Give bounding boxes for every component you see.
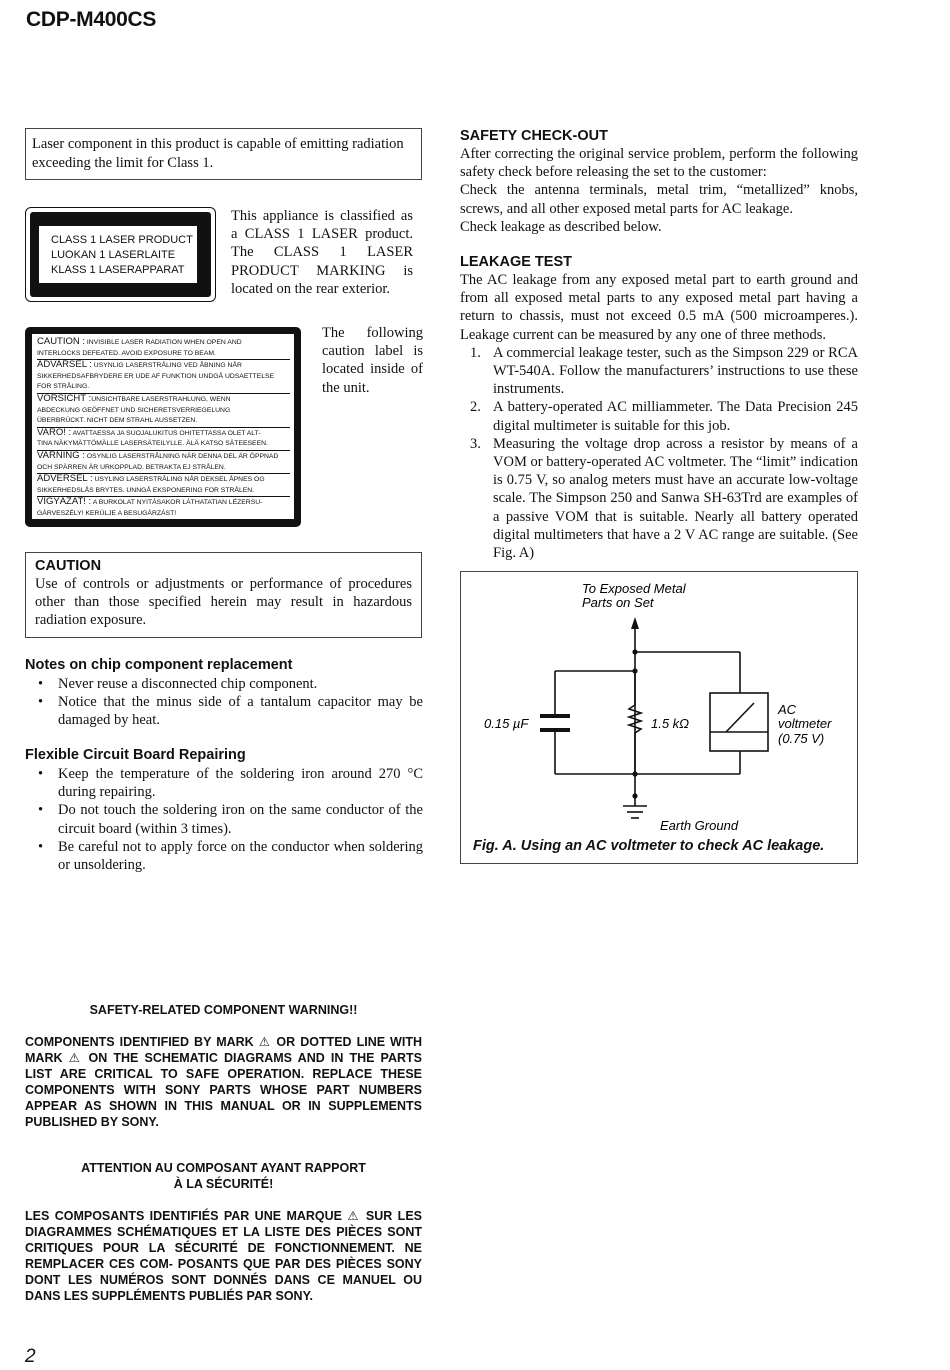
class1-label <box>39 226 197 283</box>
flex-repair-title: Flexible Circuit Board Repairing <box>25 747 246 763</box>
fig-res-label: 1.5 kΩ <box>651 716 690 731</box>
safety-checkout-title: SAFETY CHECK-OUT <box>460 128 608 144</box>
list-item: • Keep the temperature of the soldering iron around 270 °C during repairing. <box>38 766 423 801</box>
list-item-text: Keep the temperature of the soldering iron around 270 °C during repairing. <box>58 766 423 801</box>
caution-line: USYNLIG LASERSTRÅLING VED ÅBNING NÅR <box>91 362 242 370</box>
caution-label <box>32 334 294 519</box>
list-item: • Do not touch the soldering iron on the same conductor of the circuit board (within 3 times). <box>38 802 423 837</box>
voltmeter-needle <box>726 703 754 732</box>
caution-label-row-fi <box>37 428 290 451</box>
figure-a-circuit-diagram <box>460 571 858 864</box>
fig-top-label-2: Parts on Set <box>582 595 654 610</box>
list-item-text: A battery-operated AC milliammeter. The Data Precision 245 digital multimeter is suitable for this job. <box>493 399 858 434</box>
warning-en-body: COMPONENTS IDENTIFIED BY MARK ⚠ OR DOTTED LINE WITH MARK ⚠ ON THE SCHEMATIC DIAGRAMS AND IN THE PARTS LIST ARE CRITICAL TO SAFE OPERATION. REPLACE THESE COMPONENTS WITH SONY PARTS WHOSE PART NUMBERS APPEAR AS SHOWN IN THIS MANUAL OR IN SUPPLEMENTS PUBLISHED BY SONY. <box>25 1035 422 1129</box>
flex-repair-section <box>25 746 423 874</box>
caution-line: SIKKERHEDSLÅS BRYTES. UNNGÅ EKSPONERING FOR STRÅLEN. <box>37 486 255 494</box>
caution-line: TINA NÄKYMÄTTÖMÄLLE LASERSÄTEILYLLE. ÄLÄ KATSO SÄTEESEEN. <box>37 440 268 448</box>
class1-line: KLASS 1 LASERAPPARAT <box>51 264 185 276</box>
figure-caption: Fig. A. Using an AC voltmeter to check AC leakage. <box>473 838 825 854</box>
fig-top-label-1: To Exposed Metal <box>582 581 686 596</box>
safety-paragraph: Check leakage as described below. <box>460 218 662 235</box>
caution-lead: VARNING : <box>37 450 85 461</box>
caution-line: ÜBERBRÜCKT. NICHT DEM STRAHL AUSSETZEN. <box>37 417 198 425</box>
list-item-text: Notice that the minus side of a tantalum capacitor may be damaged by heat. <box>58 694 423 729</box>
list-item <box>460 398 858 434</box>
caution-label-row-hu <box>37 497 290 519</box>
list-item: • Notice that the minus side of a tantalum capacitor may be damaged by heat. <box>38 694 423 729</box>
caution-line: INVISIBLE LASER RADIATION WHEN OPEN AND <box>85 339 242 346</box>
warning-fr-title-line: À LA SÉCURITÉ! <box>173 1177 274 1191</box>
arrow-up-icon <box>631 617 639 629</box>
junction-dot <box>632 771 637 776</box>
list-item <box>460 344 858 399</box>
caution-line: INTERLOCKS DEFEATED. AVOID EXPOSURE TO BEAM. <box>37 349 216 357</box>
caution-label-location-note: The following caution label is located inside of the unit. <box>322 325 423 396</box>
list-number: 3. <box>470 435 481 452</box>
leakage-test-title: LEAKAGE TEST <box>460 254 572 270</box>
caution-label-row-de <box>37 394 290 428</box>
caution-line: UNSICHTBARE LASERSTRAHLUNG, WENN <box>91 395 231 403</box>
caution-lead: ADVARSEL : <box>37 360 92 371</box>
chip-notes-title: Notes on chip component replacement <box>25 657 293 673</box>
list-item-text: Never reuse a disconnected chip component. <box>58 676 318 692</box>
fig-ground-label: Earth Ground <box>660 818 739 833</box>
class1-line: CLASS 1 LASER PRODUCT <box>51 234 193 246</box>
appliance-classification-note: This appliance is classified as a CLASS 1 LASER product. The CLASS 1 LASER PRODUCT MARKING is located on the rear exterior. <box>231 208 413 297</box>
caution-line: OSYNLIG LASERSTRÅLNING NÄR DENNA DEL ÄR ÖPPNAD <box>84 452 279 460</box>
caution-lead: VARO! : <box>37 427 72 438</box>
resistor-icon <box>629 671 641 774</box>
caution-lead: ADVERSEL : <box>37 474 93 485</box>
list-number: 2. <box>470 399 481 416</box>
safety-checkout-section <box>460 127 858 236</box>
caution-label-row-en <box>37 337 290 360</box>
caution-lead: CAUTION : <box>37 337 86 347</box>
fig-meter-label-1: AC <box>778 702 797 717</box>
caution-label-row-no <box>37 474 290 497</box>
class1-line: LUOKAN 1 LASERLAITE <box>51 249 176 261</box>
caution-line: AVATTAESSA JA SUOJALUKITUS OHITETTASSA OLET ALT- <box>71 429 261 437</box>
leakage-test-section <box>460 253 858 562</box>
warning-fr-body: LES COMPOSANTS IDENTIFIÉS PAR UNE MARQUE ⚠ SUR LES DIAGRAMMES SCHÉMATIQUES ET LA LISTE DES PIÈCES SONT CRITIQUES POUR LA SÉCURITÉ DE FONCTIONNEMENT. NE REMPLACER CES COM- POSANTS QUE PAR DES PIÈCES SONY DONT LES NUMÉROS SONT DONNÉS DANS CE MANUEL OU DANS LES SUPPLÉMENTS PUBLIÉS PAR SONY. <box>25 1209 422 1303</box>
list-item: • Be careful not to apply force on the conductor when soldering or unsoldering. <box>38 838 423 874</box>
fig-cap-label: 0.15 µF <box>484 716 529 731</box>
caution-label-row-da <box>37 360 290 394</box>
caution-line: SIKKERHEDSAFBRYDERE ER UDE AF FUNKTION UNDGÅ UDSAETTELSE <box>37 372 275 380</box>
voltmeter-icon <box>710 693 768 751</box>
list-item <box>460 435 858 562</box>
caution-line: GÁRVESZÉLY! KERÜLJE A BESUGÁRZÁST! <box>37 509 177 517</box>
warning-en-title: SAFETY-RELATED COMPONENT WARNING!! <box>89 1003 358 1017</box>
fig-meter-label-3: (0.75 V) <box>778 731 825 746</box>
caution-label-row-sv <box>37 451 290 474</box>
capacitor-icon <box>540 714 570 718</box>
fig-meter-label-2: voltmeter <box>778 716 832 731</box>
leakage-intro: The AC leakage from any exposed metal part to earth ground and from all exposed metal parts to any exposed metal part having a return to chassis, must not exceed 0.5 mA (500 microamperes.). Leakage current can be measured by any one of three methods. <box>460 272 858 343</box>
list-item-text: Do not touch the soldering iron on the same conductor of the circuit board (within 3 times). <box>58 802 423 837</box>
junction-dot <box>632 668 637 673</box>
caution-lead: VORSICHT : <box>37 393 92 404</box>
caution-body: Use of controls or adjustments or performance of procedures other than those specified herein may result in hazardous radiation exposure. <box>35 576 412 629</box>
page-number: 2 <box>25 1346 36 1367</box>
caution-line: ABDECKUNG GEÖFFNET UND SICHERETSVERRIEGELUNG <box>37 406 231 414</box>
model-title: CDP-M400CS <box>26 8 157 31</box>
junction-dot <box>632 793 637 798</box>
safety-paragraph: Check the antenna terminals, metal trim, “metallized” knobs, screws, and all other exposed metal parts for AC leakage. <box>460 182 858 217</box>
list-item-text: Be careful not to apply force on the conductor when soldering or unsoldering. <box>58 838 423 874</box>
chip-notes-section <box>25 656 423 730</box>
warning-fr-title <box>25 1160 422 1192</box>
list-number: 1. <box>470 344 481 361</box>
caution-box <box>25 552 422 638</box>
list-item-text: Measuring the voltage drop across a resistor by means of a VOM or battery-operated AC voltmeter. The “limit” indication is 0.75 V, so analog meters must have an accurate low-voltage scale. The Simpson 250 and Sanwa SH-63Trd are examples of a passive VOM that is suitable. Nearly all battery operated digital multimeters that have a 2 V AC range are suitable. (See Fig. A) <box>493 435 858 562</box>
caution-title: CAUTION <box>35 558 102 574</box>
warning-fr-title-line: ATTENTION AU COMPOSANT AYANT RAPPORT <box>81 1161 366 1175</box>
laser-notice-text: Laser component in this product is capable of emitting radiation exceeding the limit for Class 1. <box>32 136 404 171</box>
list-item: • Never reuse a disconnected chip component. <box>38 676 318 692</box>
safety-paragraph: After correcting the original service problem, perform the following safety check before releasing the set to the customer: <box>460 146 858 181</box>
caution-line: A BURKOLAT NYITÁSAKOR LÁTHATATIAN LÉZERSU- <box>91 499 263 507</box>
list-item-text: A commercial leakage tester, such as the Simpson 229 or RCA WT-540A. Follow the manufacturers’ instructions to use these instruments. <box>493 344 858 398</box>
caution-line: OCH SPÄRREN ÄR URKOPPLAD. BETRAKTA EJ STRÅLEN. <box>37 463 226 471</box>
caution-line: FOR STRÅLING. <box>37 383 90 391</box>
junction-dot <box>632 649 637 654</box>
laser-notice-box <box>25 128 422 180</box>
caution-lead: VIGYÁZAT! : <box>37 497 92 508</box>
caution-line: USYLING LASERSTRÅLING NÅR DEKSEL ÅPNES OG <box>92 476 265 484</box>
